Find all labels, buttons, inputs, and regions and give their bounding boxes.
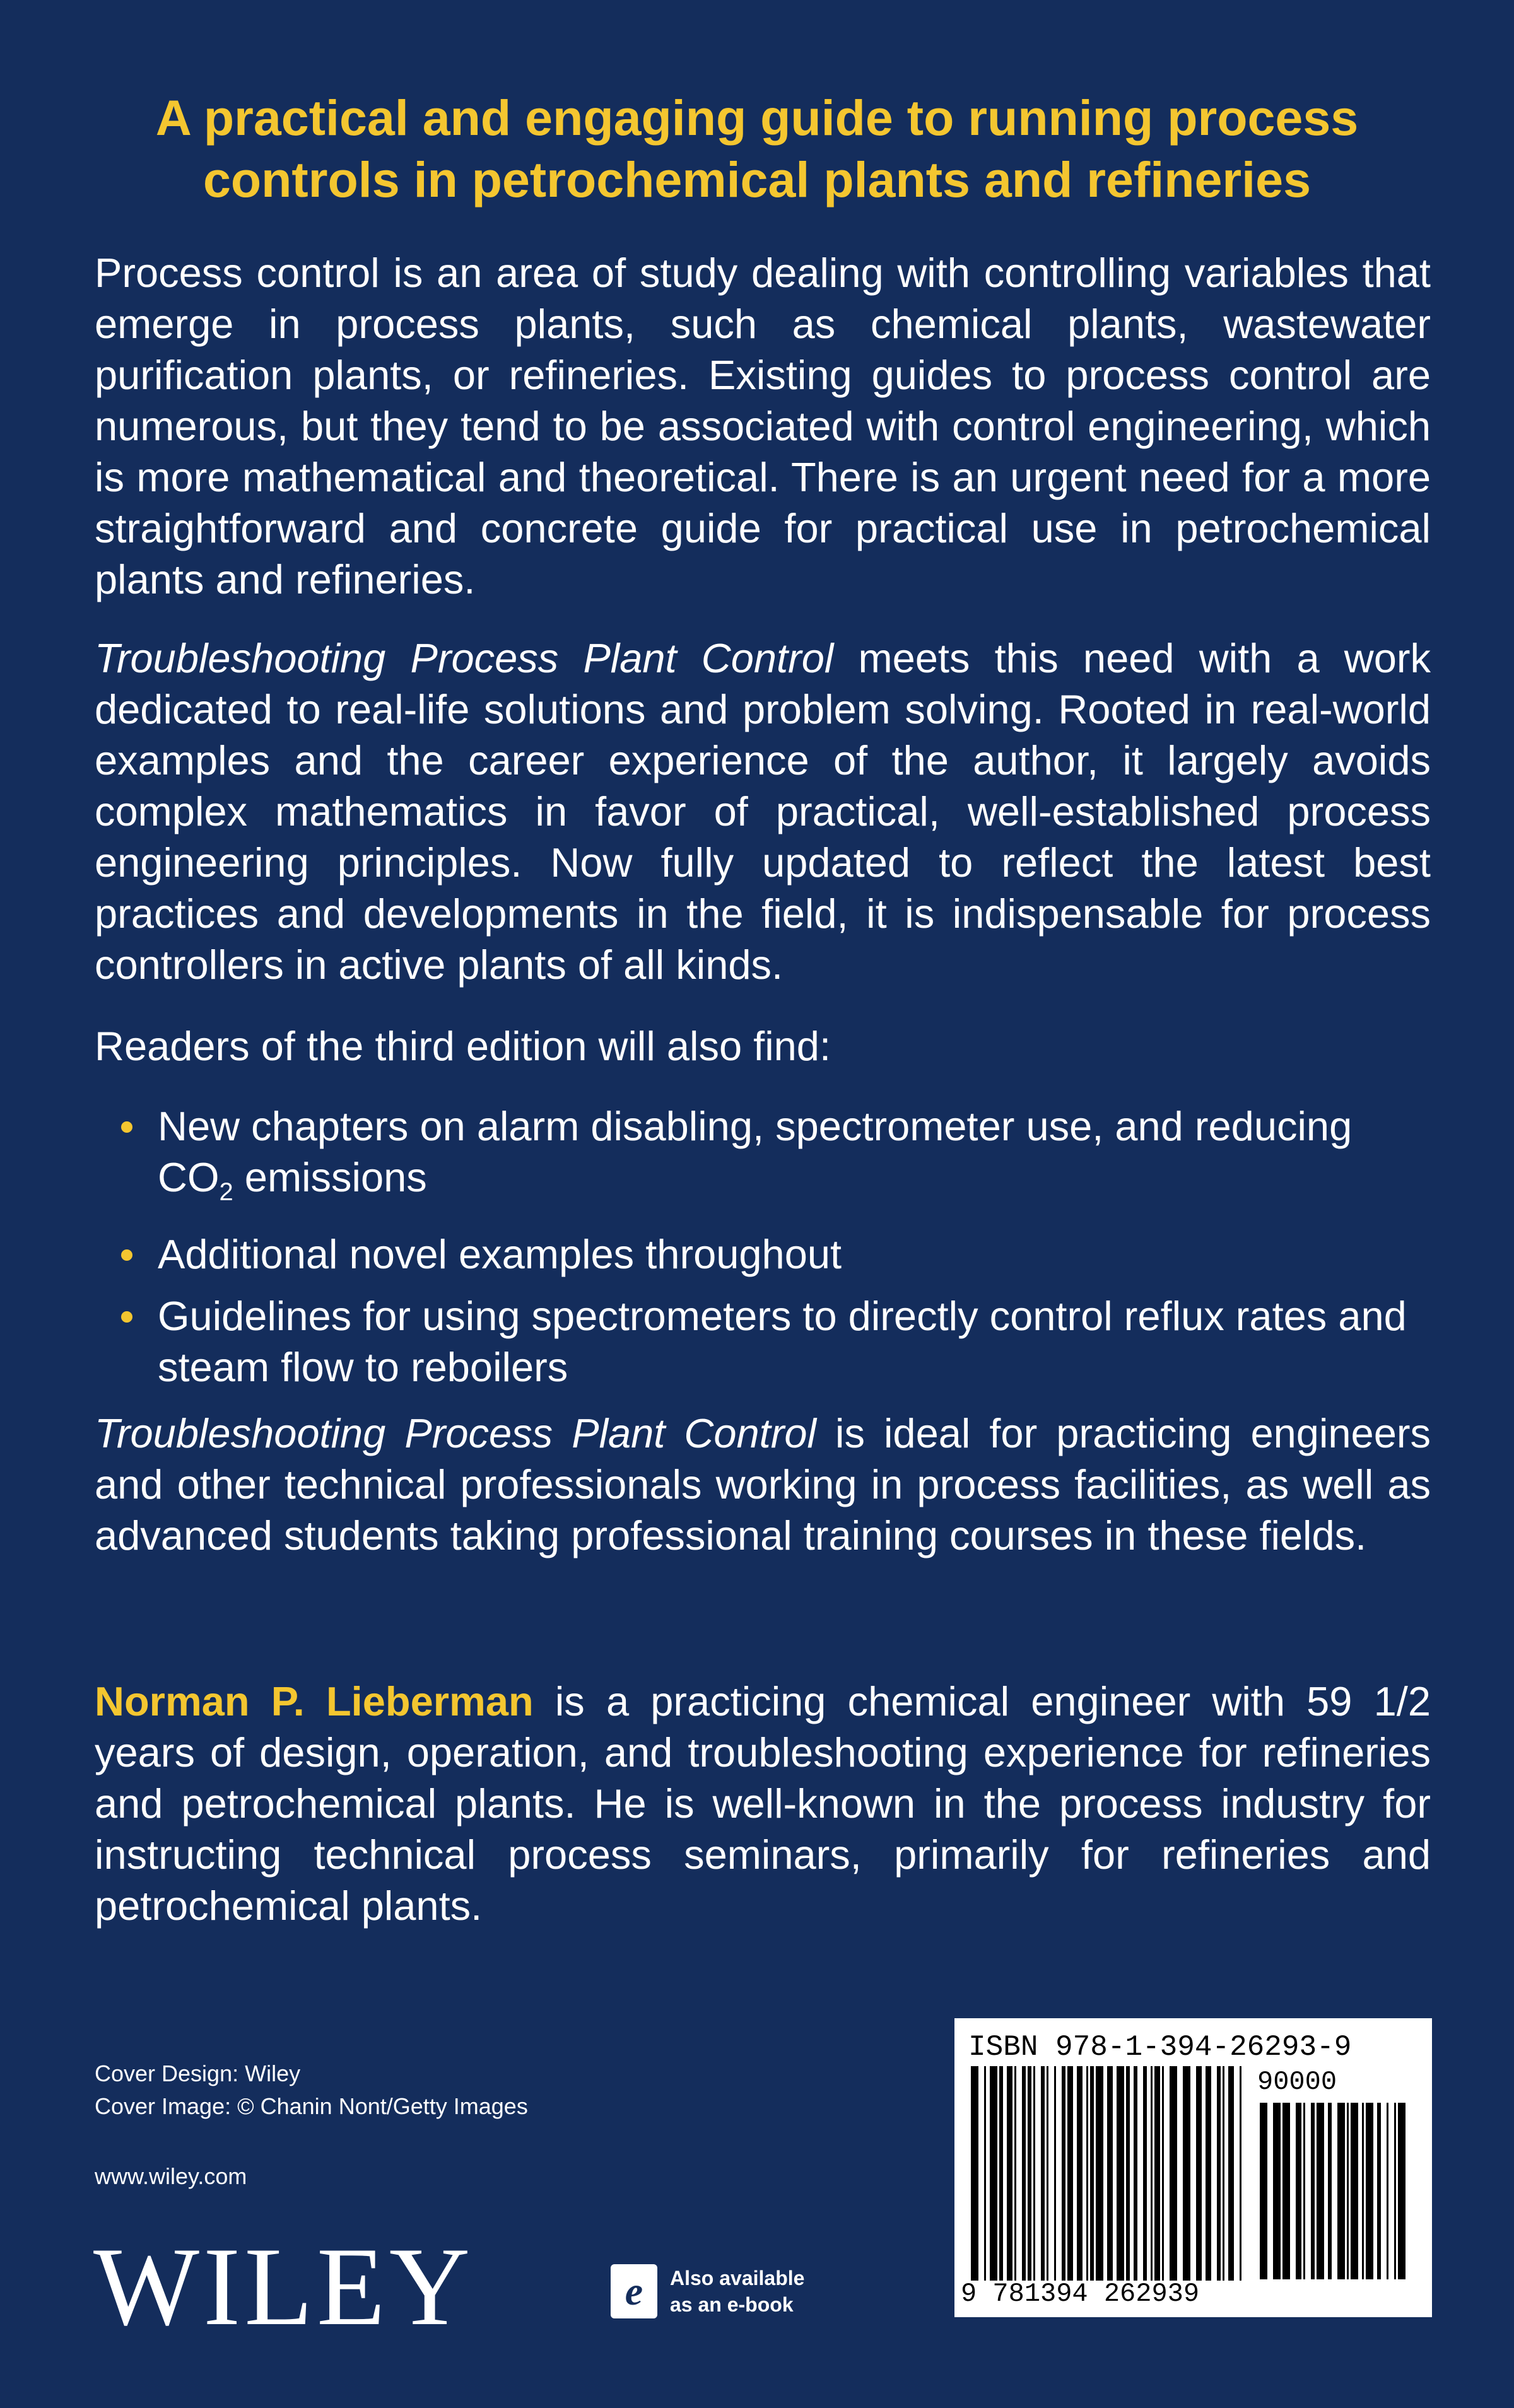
barcode-bars (971, 2066, 1248, 2281)
barcode-bar (1007, 2066, 1012, 2281)
wiley-logo: WILEY (93, 2224, 474, 2349)
headline (95, 87, 1419, 211)
barcode-bar (984, 2066, 986, 2281)
barcode-bar (1351, 2103, 1358, 2279)
bullet-icon (121, 1311, 132, 1323)
barcode-bar (1041, 2066, 1045, 2281)
isbn-barcode (954, 2018, 1432, 2317)
barcode-bar (1217, 2066, 1221, 2281)
barcode-bar (1273, 2103, 1281, 2279)
ebook-line-1: Also available (670, 2267, 805, 2289)
barcode-bar (1154, 2066, 1160, 2281)
barcode-bar (1086, 2066, 1088, 2281)
paragraph-2-text: meets this need with a work dedicated to real-life solutions and problem solving. Rooted in real-world examples and the career experience of the author, it largely avoids complex mathematics in favor of practical, well-established process engineering principles. Now fully updated to reflect the latest best practices and developments in the field, it is indispensable for process controllers in active plants of all kinds. (95, 635, 1431, 988)
barcode-bar (971, 2066, 978, 2281)
barcode-bar (1337, 2103, 1345, 2279)
barcode-bar (1134, 2066, 1137, 2281)
barcode-bar (1366, 2103, 1373, 2279)
ebook-line-2: as an e-book (670, 2293, 794, 2316)
barcode-bar (1362, 2103, 1364, 2279)
barcode-bar (1317, 2103, 1324, 2279)
barcode-bar (1377, 2103, 1381, 2279)
paragraph-4-text: is ideal for practicing engineers and other technical professionals working in process facilities, as well as advanced students taking professional training courses in these fields. (95, 1410, 1431, 1558)
bullet-icon (121, 1121, 132, 1133)
barcode-bar (1183, 2066, 1190, 2281)
barcode-bar (1028, 2066, 1031, 2281)
barcode-bar (1096, 2066, 1103, 2281)
barcode-bar (1398, 2103, 1405, 2279)
feature-item-spectrometers (95, 1290, 1431, 1393)
barcode-bar (1387, 2103, 1388, 2279)
description-paragraph-1: Process control is an area of study dealing with controlling variables that emerge in process plants, such as chemical plants, wastewater purification plants, or refineries. Existing guides to process control are numerous, but they tend to be associated with control engineering, which is more mathematical and theoretical. There is an urgent need for a more straightforward and concrete guide for practical use in petrochemical plants and refineries. (95, 250, 1431, 602)
barcode-bar (1143, 2066, 1147, 2281)
barcode-bar (1260, 2103, 1267, 2279)
ebook-icon: e (611, 2264, 657, 2318)
headline-line-1: A practical and engaging guide to running process (155, 90, 1359, 146)
barcode-bar (999, 2066, 1003, 2281)
feature-item-examples (95, 1229, 1431, 1280)
barcode-bar (1296, 2103, 1301, 2279)
bullet-icon (121, 1249, 132, 1261)
barcode-bar (1196, 2066, 1202, 2281)
barcode-bar (1206, 2066, 1211, 2281)
barcode-bar (1303, 2103, 1305, 2279)
book-title-italic: Troubleshooting Process Plant Control (95, 635, 834, 681)
ebook-badge (611, 2264, 804, 2318)
barcode-bar (1047, 2066, 1048, 2281)
headline-line-2: controls in petrochemical plants and refineries (202, 151, 1311, 207)
feature-item-text-end: emissions (233, 1154, 427, 1200)
cover-image-credit: Cover Image: © Chanin Nont/Getty Images (95, 2093, 528, 2119)
barcode-bar (1014, 2066, 1016, 2281)
barcode-bar (1067, 2066, 1073, 2281)
barcode-bar (1282, 2103, 1290, 2279)
book-title-italic: Troubleshooting Process Plant Control (95, 1410, 816, 1456)
feature-item-text: New chapters on alarm disabling, spectrometer use, and reducing CO (158, 1103, 1353, 1200)
author-bio (95, 1676, 1431, 1931)
cover-credits (95, 2057, 528, 2123)
barcode-bar (1062, 2066, 1065, 2281)
feature-item-text: Additional novel examples throughout (158, 1231, 842, 1277)
barcode-bar (1033, 2066, 1035, 2281)
barcode-bar (1170, 2066, 1177, 2281)
feature-item-alarm-chapters (95, 1101, 1431, 1218)
feature-item-text: Guidelines for using spectrometers to directly control reflux rates and steam flow to reboilers (158, 1293, 1407, 1390)
readers-intro: Readers of the third edition will also find: (95, 1023, 831, 1069)
author-name: Norman P. Lieberman (95, 1678, 534, 1724)
barcode-bar (1347, 2103, 1349, 2279)
addon-barcode-bars (1260, 2103, 1411, 2279)
barcode-bar (1311, 2103, 1315, 2279)
barcode-bar (1394, 2103, 1396, 2279)
price-code: 90000 (1257, 2067, 1337, 2097)
barcode-bar (1240, 2066, 1241, 2281)
barcode-bar (1090, 2066, 1094, 2281)
barcode-bar (1117, 2066, 1124, 2281)
barcode-bar (1162, 2066, 1164, 2281)
barcode-bar (1328, 2103, 1332, 2279)
barcode-bar (1228, 2066, 1234, 2281)
co2-subscript: 2 (219, 1178, 233, 1206)
barcode-bar (1126, 2066, 1130, 2281)
ebook-text (670, 2265, 804, 2318)
barcode-bar (1022, 2066, 1026, 2281)
feature-list (95, 1101, 1431, 1403)
barcode-bar (1151, 2066, 1153, 2281)
barcode-bar (990, 2066, 997, 2281)
description-paragraph-4 (95, 1408, 1431, 1561)
isbn-label: ISBN 978-1-394-26293-9 (968, 2031, 1352, 2064)
description-paragraph-2 (95, 633, 1431, 990)
barcode-bar (1223, 2066, 1224, 2281)
barcode-bar (1107, 2066, 1113, 2281)
author-bio-text: is a practicing chemical engineer with 59 1/2 years of design, operation, and troubleshooting experience for refineries and petrochemical plants. He is well-known in the process industry for instructing technical process seminars, primarily for refineries and petrochemical plants. (95, 1678, 1431, 1929)
barcode-bar (1077, 2066, 1083, 2281)
barcode-bar (1054, 2066, 1056, 2281)
barcode-digits: 9 781394 262939 (961, 2279, 1200, 2309)
cover-design-credit: Cover Design: Wiley (95, 2060, 301, 2086)
website-link[interactable]: www.wiley.com (95, 2163, 247, 2189)
